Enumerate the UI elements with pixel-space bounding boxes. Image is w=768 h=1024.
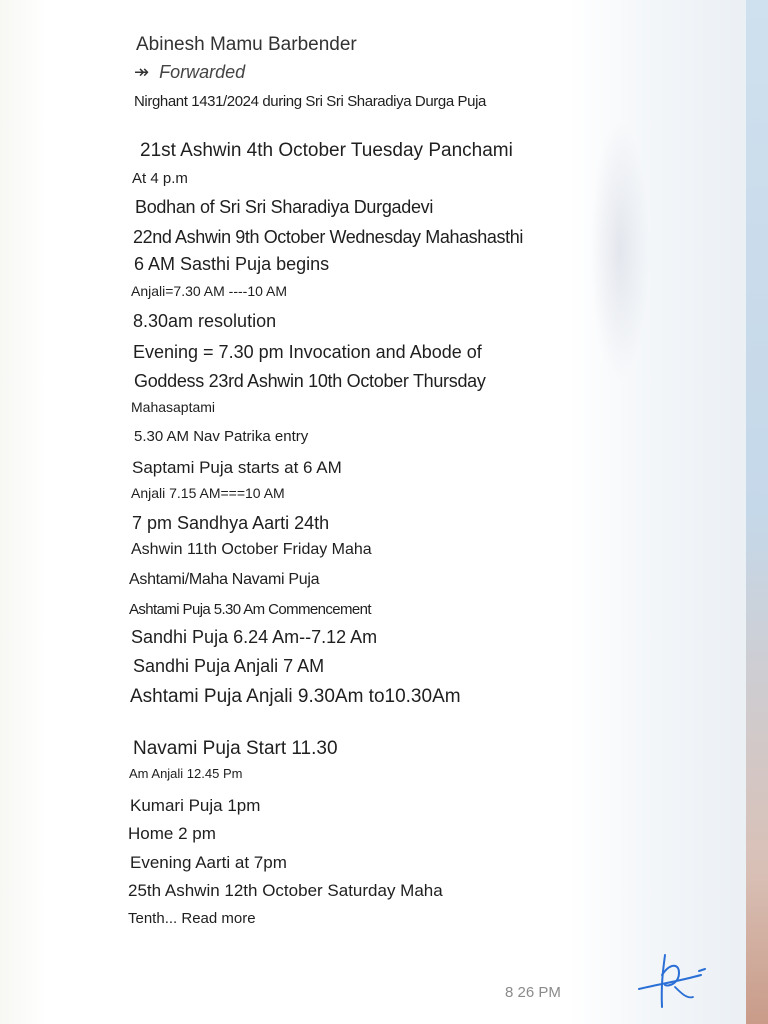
forwarded-text: Forwarded bbox=[159, 61, 246, 82]
forwarded-label bbox=[134, 62, 598, 83]
message-line: Home 2 pm bbox=[128, 824, 216, 844]
message-line: Ashtami Puja Anjali 9.30Am to10.30Am bbox=[130, 686, 461, 708]
message-line: Evening = 7.30 pm Invocation and Abode of bbox=[133, 341, 482, 362]
message-bubble[interactable] bbox=[128, 34, 598, 927]
message-line: Anjali=7.30 AM ----10 AM bbox=[131, 282, 288, 299]
message-line: Bodhan of Sri Sri Sharadiya Durgadevi bbox=[135, 196, 434, 217]
read-more-link[interactable]: Read more bbox=[181, 909, 256, 927]
message-line: 21st Ashwin 4th October Tuesday Panchami bbox=[140, 139, 513, 161]
message-line: Evening Aarti at 7pm bbox=[130, 852, 287, 872]
message-line: 8.30am resolution bbox=[133, 311, 277, 332]
message-last-line bbox=[128, 910, 598, 927]
right-edge bbox=[746, 0, 768, 1024]
paper-stain bbox=[590, 120, 650, 380]
message-line: 6 AM Sasthi Puja begins bbox=[134, 254, 330, 275]
message-line: Ashwin 11th October Friday Maha bbox=[131, 540, 372, 558]
truncated-text: Tenth... bbox=[128, 909, 178, 927]
message-line: At 4 p.m bbox=[132, 169, 188, 187]
message-line: Anjali 7.15 AM===10 AM bbox=[131, 484, 285, 501]
forward-arrow-icon: ↠ bbox=[134, 61, 150, 82]
message-line: 7 pm Sandhya Aarti 24th bbox=[132, 513, 330, 534]
message-line: Nirghant 1431/2024 during Sri Sri Sharadiya Durga Puja bbox=[134, 92, 486, 110]
message-line: Mahasaptami bbox=[131, 399, 216, 416]
message-line: Goddess 23rd Ashwin 10th October Thursday bbox=[134, 371, 486, 392]
message-line: Ashtami Puja 5.30 Am Commencement bbox=[129, 600, 371, 618]
message-line: 25th Ashwin 12th October Saturday Maha bbox=[128, 881, 443, 901]
message-line: Am Anjali 12.45 Pm bbox=[129, 765, 243, 781]
sender-name[interactable]: Abinesh Mamu Barbender bbox=[136, 34, 357, 55]
message-line: 22nd Ashwin 9th October Wednesday Mahashasthi bbox=[133, 226, 523, 247]
message-line: Sandhi Puja 6.24 Am--7.12 Am bbox=[131, 626, 378, 647]
message-line: Sandhi Puja Anjali 7 AM bbox=[133, 656, 325, 677]
signature-mark bbox=[635, 945, 715, 1015]
message-line: Ashtami/Maha Navami Puja bbox=[129, 571, 320, 589]
message-timestamp: 8 26 PM bbox=[505, 984, 561, 1001]
message-line: Kumari Puja 1pm bbox=[130, 795, 261, 815]
message-line: 5.30 AM Nav Patrika entry bbox=[134, 428, 309, 446]
message-line: Navami Puja Start 11.30 bbox=[133, 738, 338, 760]
message-line: Saptami Puja starts at 6 AM bbox=[132, 458, 342, 478]
